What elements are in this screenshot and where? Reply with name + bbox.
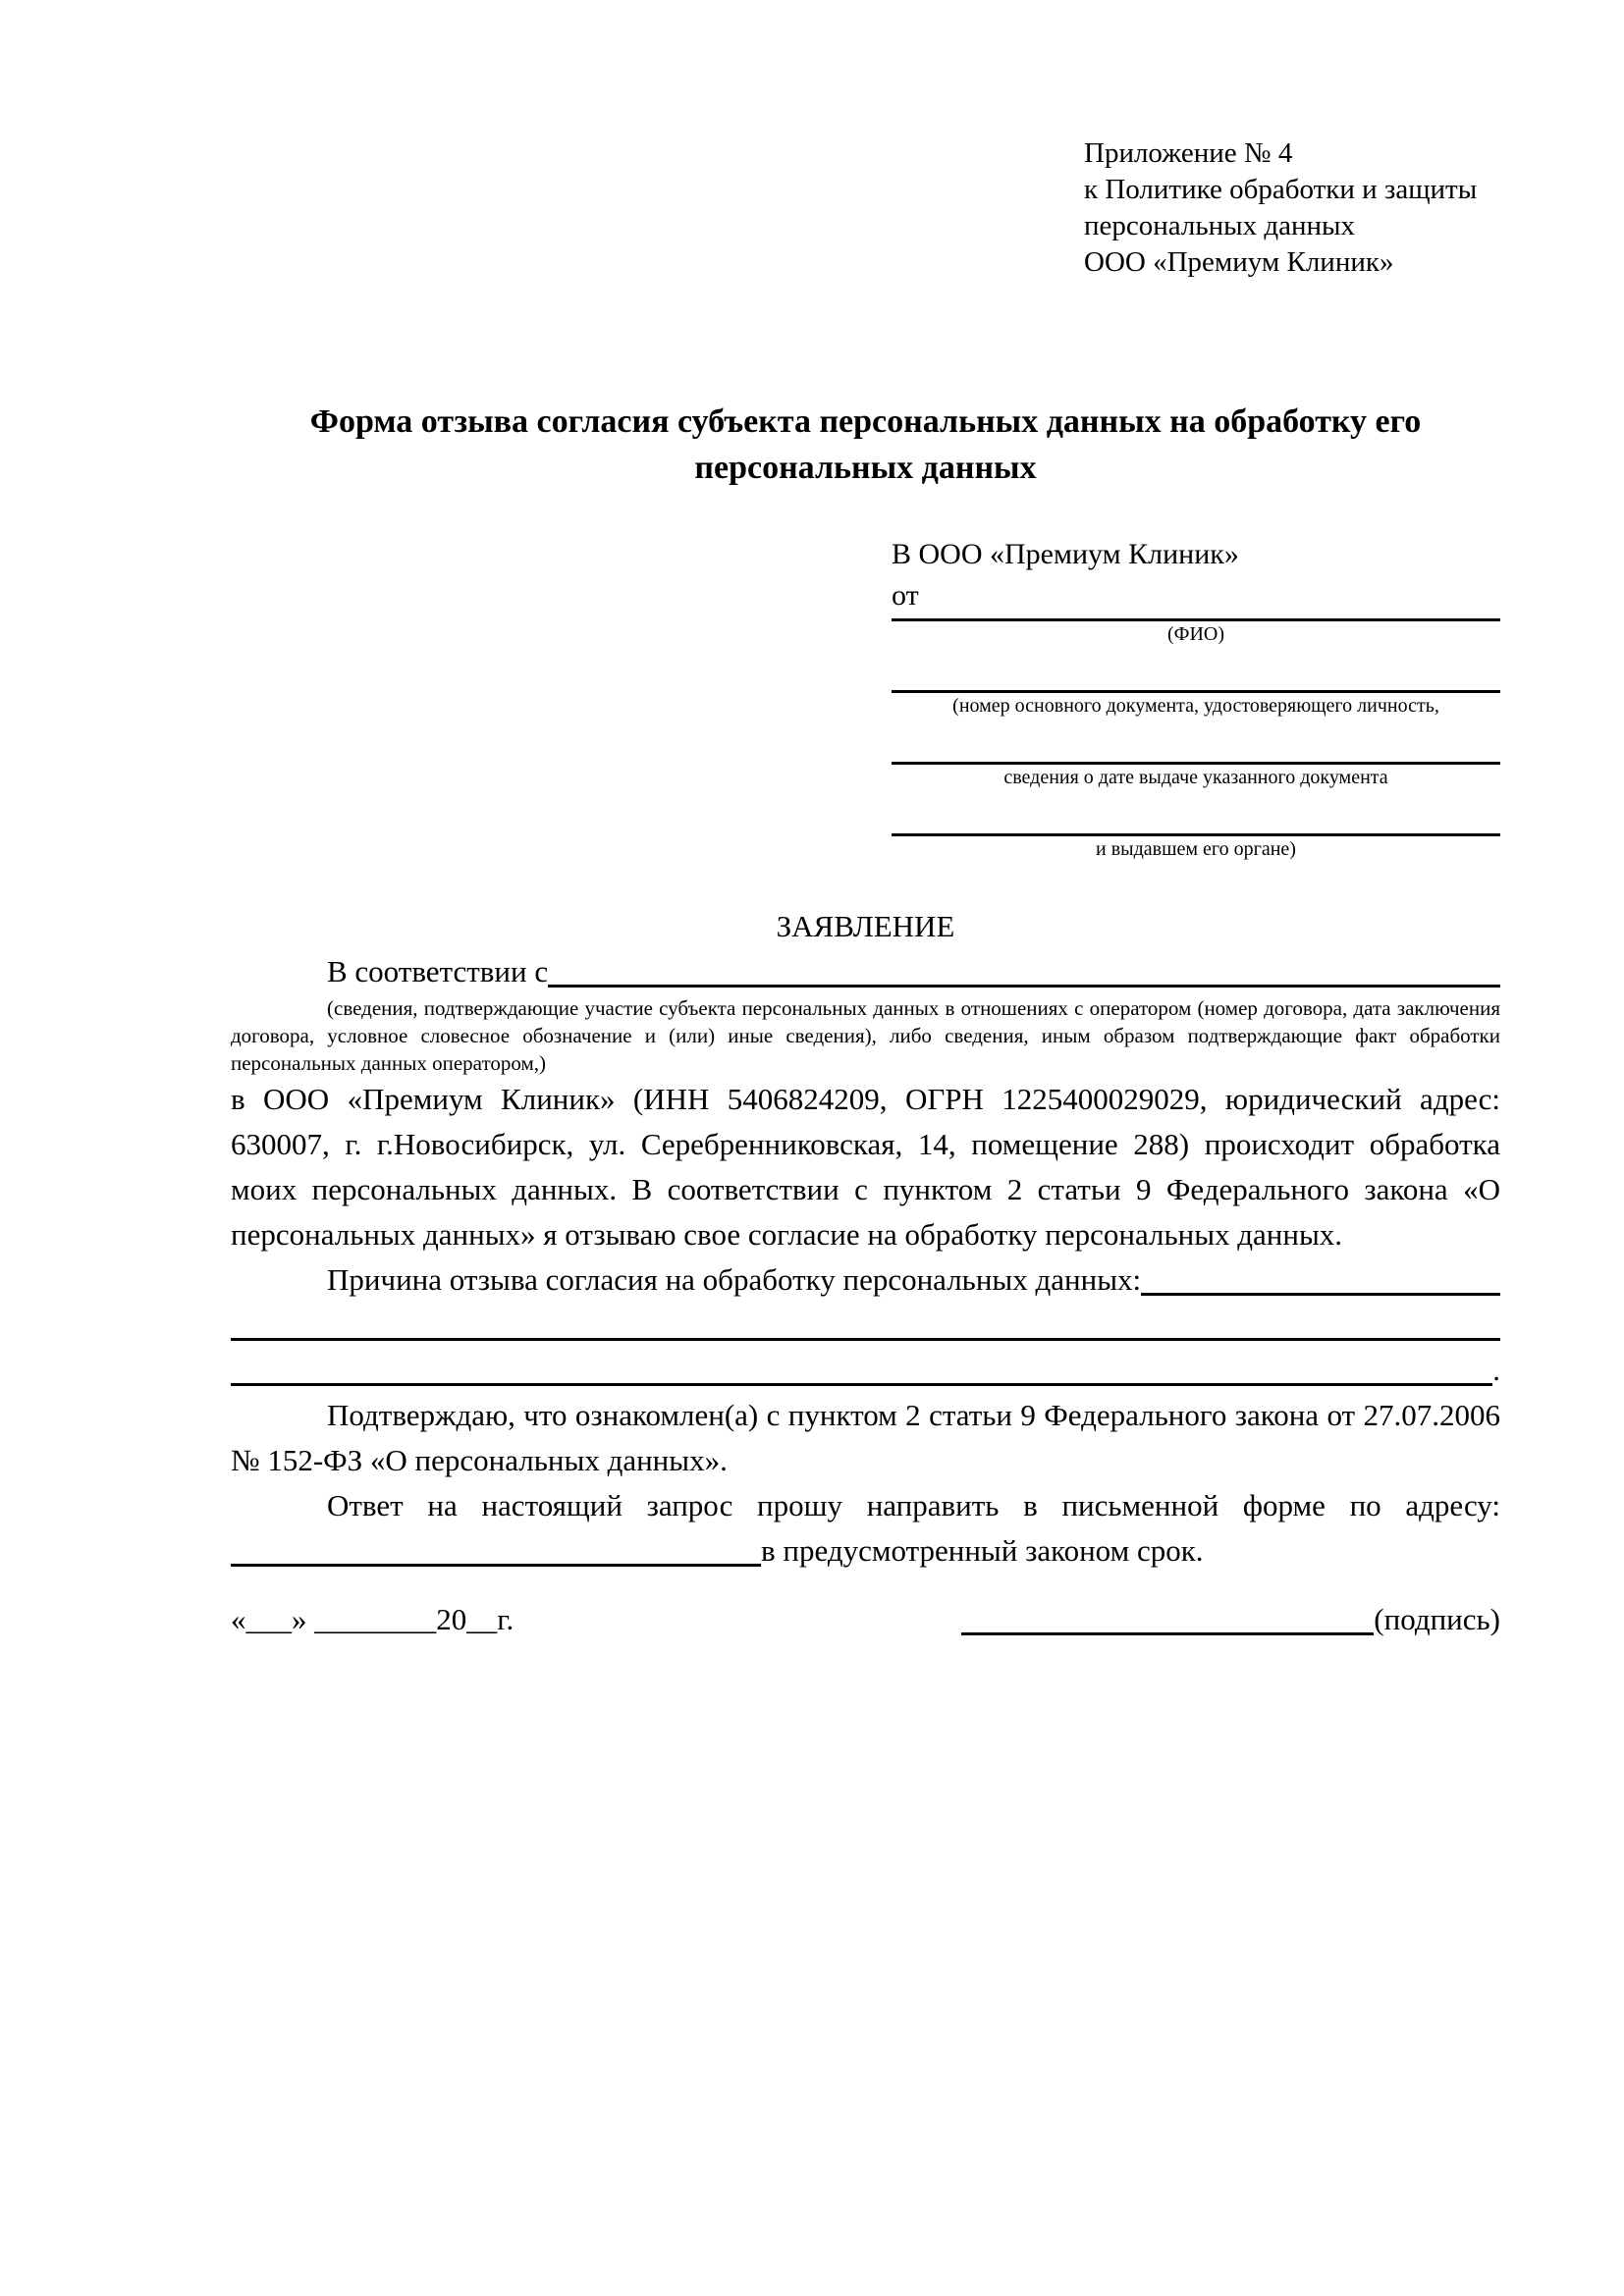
addressee-block [892, 534, 1500, 862]
reason-terminator-period: . [1492, 1353, 1500, 1387]
fio-caption: (ФИО) [1166, 623, 1224, 645]
accordance-fill-line [548, 949, 1500, 988]
form-title: Форма отзыва согласия субъекта персональных данных на обработку его персональных данных [309, 403, 1422, 486]
signature-group [961, 1597, 1500, 1642]
appendix-note [1084, 135, 1500, 281]
appendix-line: персональных данных [1084, 210, 1356, 241]
main-paragraph: в ООО «Премиум Клиник» (ИНН 5406824209, ОГРН 1225400029029, юридический адрес: 630007, г. г.Новосибирск, ул. Серебренниковская, 14, помещение 288) происходит обработка моих персональных данных. В соответствии с пунктом 2 статьи 9 Федерального закона «О персональных данных» я отзываю свое согласие на обработку персональных данных. [231, 1082, 1500, 1252]
appendix-line: к Политике обработки и защиты [1084, 174, 1478, 205]
reply-paragraph-line2 [231, 1528, 1500, 1574]
accordance-prefix: В соответствии с [327, 954, 549, 988]
reason-blank-line-1 [231, 1303, 1500, 1348]
small-print-note: (сведения, подтверждающие участие субъекта персональных данных в отношениях с оператором (номер договора, дата заключения договора, условное словесное обозначение и (или) иные сведения), либо сведения, иным образом подтверждающие факт обработки персональных данных оператором,) [231, 996, 1500, 1075]
appendix-line: ООО «Премиум Клиник» [1084, 246, 1394, 278]
reason-blank-line-2-fill [231, 1348, 1492, 1386]
reason-blank-line-2 [231, 1348, 1500, 1393]
addressee-to: В ООО «Премиум Клиник» [892, 538, 1239, 570]
issuing-authority-field [892, 831, 1500, 862]
signature-caption: (подпись) [1374, 1602, 1500, 1636]
reply-paragraph-suffix: в предусмотренный законом срок. [761, 1533, 1204, 1568]
confirmation-paragraph: Подтверждаю, что ознакомлен(а) с пунктом 2 статьи 9 Федерального закона от 27.07.2006 № 152-ФЗ «О персональных данных». [231, 1398, 1500, 1477]
reason-blank-line-1-fill [231, 1303, 1500, 1341]
document-number-field [892, 688, 1500, 719]
page-content [231, 135, 1500, 1642]
fio-field [892, 616, 1500, 647]
signature-line [961, 1597, 1374, 1635]
date-signature-row [231, 1597, 1500, 1642]
document-number-caption: (номер основного документа, удостоверяющего личность, [952, 695, 1439, 717]
appendix-line: Приложение № 4 [1084, 137, 1293, 169]
issue-date-field [892, 760, 1500, 790]
reason-prefix: Причина отзыва согласия на обработку персональных данных: [327, 1262, 1142, 1297]
reply-address-fill-line [231, 1528, 761, 1567]
addressee-from: от [892, 579, 919, 612]
statement-heading: ЗАЯВЛЕНИЕ [776, 909, 955, 943]
reason-fill-line [1141, 1257, 1500, 1296]
date-blank: «___» ________20__г. [231, 1602, 514, 1636]
reply-paragraph-line1: Ответ на настоящий запрос прошу направить в письменной форме по адресу: [327, 1488, 1500, 1522]
reason-row [231, 1257, 1500, 1303]
issuing-authority-caption: и выдавшем его органе) [1096, 838, 1296, 860]
issue-date-caption: сведения о дате выдаче указанного документа [1003, 767, 1388, 788]
accordance-row [231, 949, 1500, 994]
